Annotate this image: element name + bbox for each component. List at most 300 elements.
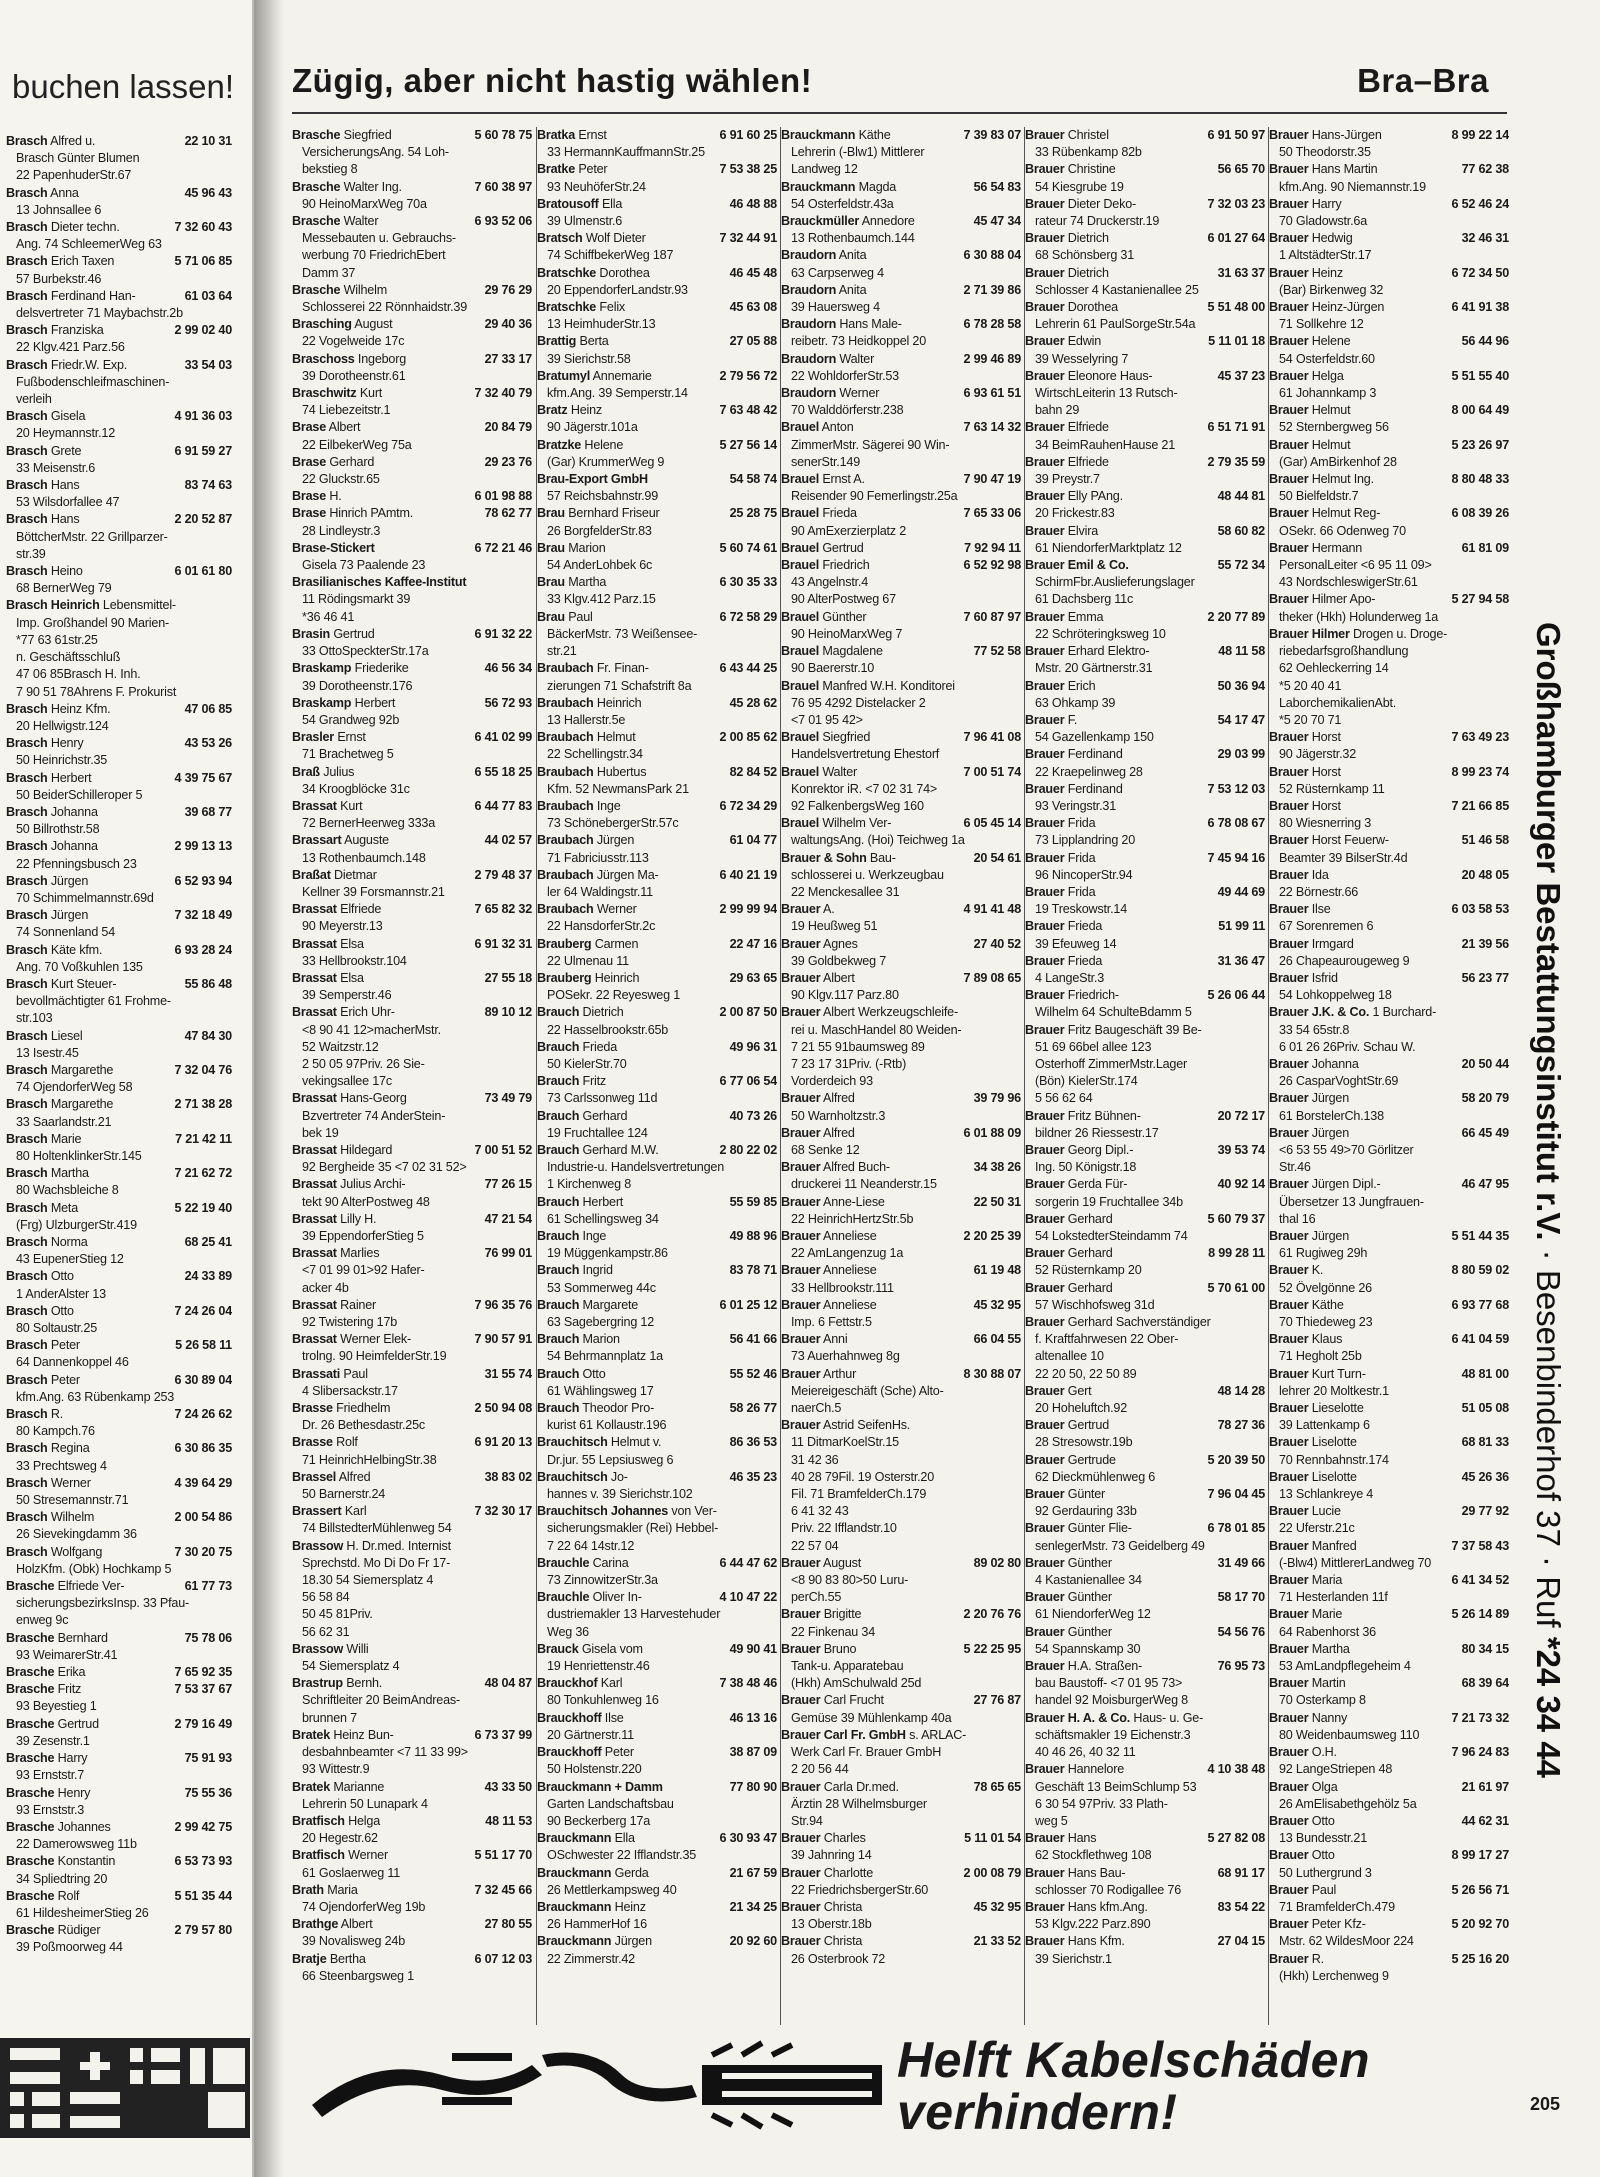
entry-details: Gertrud — [1067, 1418, 1110, 1433]
entry-name: Brauer — [1025, 489, 1065, 504]
phone-number: 6 53 73 93 — [174, 1854, 232, 1869]
entry-continuation — [781, 1847, 1021, 1864]
entry-continuation — [1269, 1073, 1509, 1090]
directory-entry — [6, 1681, 232, 1698]
entry-details: 13 Oberstr.18b — [791, 1917, 872, 1932]
entry-details: Wolfgang — [50, 1544, 103, 1559]
phone-number: 21 33 52 — [973, 1934, 1021, 1949]
entry-continuation — [1269, 1555, 1509, 1572]
entry-name: Braudorn — [781, 282, 837, 297]
directory-entry — [1269, 230, 1509, 247]
phone-number: 56 44 96 — [1461, 334, 1509, 349]
entry-continuation — [1025, 1366, 1265, 1383]
entry-name: Brasch — [6, 1269, 48, 1284]
entry-continuation — [292, 1417, 532, 1434]
entry-details: Lieselotte — [1311, 1401, 1364, 1416]
directory-entry — [6, 477, 232, 494]
page-title: Zügig, aber nicht hastig wählen! — [292, 62, 813, 99]
entry-continuation — [1269, 1486, 1509, 1503]
directory-entry — [1269, 901, 1509, 918]
phone-number: 8 99 23 74 — [1451, 764, 1509, 779]
entry-continuation — [781, 1882, 1021, 1899]
entry-name: Braudorn — [781, 248, 837, 263]
entry-continuation — [6, 993, 232, 1010]
entry-name: Brassati — [292, 1366, 341, 1381]
phone-number: 6 73 37 99 — [474, 1727, 532, 1742]
entry-details: 19 Müggenkampstr.86 — [547, 1246, 668, 1261]
phone-number: 6 30 93 47 — [719, 1831, 777, 1846]
entry-details: 92 Gerdauring 33b — [1035, 1504, 1137, 1519]
entry-continuation — [1025, 695, 1265, 712]
entry-details: (Bön) KielerStr.174 — [1035, 1074, 1138, 1089]
entry-details: Anne-Liese — [823, 1194, 885, 1209]
entry-continuation — [292, 265, 532, 282]
directory-entry — [6, 1544, 232, 1561]
entry-continuation — [537, 987, 777, 1004]
entry-name: Brauer — [1269, 764, 1309, 779]
entry-continuation — [292, 1383, 532, 1400]
entry-continuation — [1025, 213, 1265, 230]
directory-entry — [537, 1899, 777, 1916]
entry-details: 90 Meyerstr.13 — [302, 919, 383, 934]
entry-details: Oliver In- — [592, 1590, 642, 1605]
entry-details: Hans Kfm. — [1067, 1934, 1125, 1949]
entry-continuation — [1025, 660, 1265, 677]
directory-entry — [1269, 161, 1509, 178]
entry-details: Helmut v. — [610, 1435, 662, 1450]
phone-number: 20 72 17 — [1217, 1108, 1265, 1123]
entry-details: Peter — [578, 162, 608, 177]
entry-name: Braßat — [292, 867, 331, 882]
entry-details: 22 Menckesallee 31 — [791, 884, 900, 899]
entry-name: Brasch — [6, 1544, 48, 1559]
entry-continuation — [537, 557, 777, 574]
entry-details: 11 DitmarKoelStr.15 — [791, 1435, 899, 1450]
entry-details: 22 Damerowsweg 11b — [16, 1837, 137, 1852]
entry-details: Alfred — [338, 1469, 371, 1484]
directory-entry — [1025, 712, 1265, 729]
entry-name: Brasch — [6, 1166, 48, 1181]
phone-number: 38 87 09 — [729, 1745, 777, 1760]
entry-details: 33 Prechtsweg 4 — [16, 1458, 107, 1473]
entry-continuation — [292, 1968, 532, 1985]
directory-entry — [1269, 1675, 1509, 1692]
entry-details: Frieda — [1067, 953, 1103, 968]
entry-continuation — [292, 557, 532, 574]
entry-continuation — [781, 196, 1021, 213]
entry-continuation — [1025, 471, 1265, 488]
entry-details: 70 Osterkamp 8 — [1279, 1693, 1366, 1708]
listing-column-5 — [1268, 127, 1509, 2025]
entry-name: Brassat — [292, 902, 337, 917]
directory-entry — [292, 1469, 532, 1486]
directory-entry — [292, 1779, 532, 1796]
entry-details: 13 Bundesstr.21 — [1279, 1831, 1368, 1846]
entry-continuation — [292, 1108, 532, 1125]
phone-number: 4 10 38 48 — [1207, 1762, 1265, 1777]
entry-name: Brasch — [6, 873, 48, 888]
phone-number: 54 56 76 — [1217, 1624, 1265, 1639]
directory-entry — [292, 1847, 532, 1864]
entry-continuation — [781, 1710, 1021, 1727]
entry-details: Christel — [1067, 128, 1109, 142]
directory-entry — [781, 1933, 1021, 1950]
phone-number: 58 20 79 — [1461, 1091, 1509, 1106]
entry-details: Ernst — [337, 730, 366, 745]
entry-details: Margarete — [582, 1297, 639, 1312]
entry-continuation — [6, 1526, 232, 1543]
directory-entry — [6, 838, 232, 855]
entry-name: Brauer — [781, 1934, 821, 1949]
entry-continuation — [292, 1486, 532, 1503]
entry-details: 70 Gladowstr.6a — [1279, 214, 1368, 229]
directory-entry — [1025, 557, 1265, 574]
entry-name: Brauer — [1025, 196, 1065, 211]
directory-entry — [292, 574, 532, 591]
directory-entry — [6, 701, 232, 718]
entry-details: WirtschLeiterin 13 Rutsch- — [1035, 386, 1178, 401]
phone-number: 6 72 34 50 — [1451, 265, 1509, 280]
entry-continuation — [781, 1176, 1021, 1193]
entry-name: Brauel — [781, 678, 819, 693]
phone-number: 5 51 35 44 — [174, 1888, 232, 1903]
entry-continuation — [781, 1658, 1021, 1675]
directory-entry — [537, 1641, 777, 1658]
entry-details: Walter — [343, 214, 379, 229]
entry-continuation — [1025, 1796, 1265, 1813]
phone-number: 5 20 92 70 — [1451, 1917, 1509, 1932]
phone-number: 7 63 14 32 — [963, 420, 1021, 435]
entry-details: Paul — [1311, 1882, 1337, 1897]
entry-continuation — [1269, 247, 1509, 264]
entry-details: Julius — [323, 764, 355, 779]
entry-name: Brauer — [781, 1779, 821, 1794]
entry-continuation — [537, 1572, 777, 1589]
directory-entry — [1025, 1761, 1265, 1778]
left-page-header: buchen lassen! — [12, 68, 234, 105]
phone-number: 7 00 51 52 — [474, 1142, 532, 1157]
entry-details: Jürgen Dipl.- — [1311, 1177, 1381, 1192]
entry-continuation — [292, 678, 532, 695]
entry-details: Ida — [1311, 867, 1329, 882]
entry-name: Brauel — [781, 764, 819, 779]
directory-entry — [1025, 884, 1265, 901]
directory-entry — [1269, 1606, 1509, 1623]
entry-details: 80 Kampch.76 — [16, 1424, 95, 1439]
directory-entry — [1025, 1520, 1265, 1537]
entry-name: Brasch — [6, 220, 48, 235]
entry-continuation — [292, 643, 532, 660]
directory-entry — [1269, 368, 1509, 385]
entry-continuation — [1025, 1606, 1265, 1623]
entry-details: 26 CasparVoghtStr.69 — [1279, 1074, 1399, 1089]
entry-continuation — [537, 1125, 777, 1142]
entry-details: riebedarfsgroßhandlung — [1279, 644, 1409, 659]
directory-entry — [781, 729, 1021, 746]
phone-number: *5 20 70 71 — [1279, 712, 1342, 727]
directory-entry — [781, 385, 1021, 402]
entry-details: Frieda — [822, 506, 857, 521]
phone-number: 7 24 26 04 — [174, 1303, 232, 1318]
directory-entry — [781, 540, 1021, 557]
entry-continuation — [537, 1159, 777, 1176]
entry-name: Brasse — [292, 1401, 333, 1416]
phone-number: 76 95 42 — [791, 695, 839, 710]
directory-entry — [292, 213, 532, 230]
entry-continuation — [6, 1286, 232, 1303]
phone-number: 5 26 14 89 — [1451, 1607, 1509, 1622]
directory-entry — [1269, 1090, 1509, 1107]
entry-details: Harry — [57, 1751, 88, 1766]
entry-continuation — [6, 150, 232, 167]
entry-continuation — [781, 626, 1021, 643]
entry-details: Käthe — [1311, 1297, 1344, 1312]
entry-continuation — [1269, 1658, 1509, 1675]
entry-details: H.A. Straßen- — [1067, 1659, 1143, 1674]
phone-number: 5 11 01 54 — [964, 1831, 1021, 1846]
entry-name: Brath — [292, 1882, 324, 1897]
entry-name: Brauer — [1269, 506, 1309, 521]
phone-number: 40 28 79 — [791, 1469, 839, 1484]
entry-details: Werner — [839, 386, 880, 401]
entry-name: Brauer — [1269, 1813, 1309, 1828]
directory-entry — [6, 907, 232, 924]
entry-details: 40 46 26, 40 32 11 — [1035, 1745, 1136, 1760]
directory-entry — [781, 419, 1021, 436]
entry-details: Hans Male- — [839, 317, 902, 332]
entry-continuation — [1025, 1039, 1265, 1056]
phone-number: 68 81 33 — [1461, 1435, 1509, 1450]
entry-details: 26 Chapeaurougeweg 9 — [1279, 953, 1410, 968]
entry-name: Brauch — [537, 1005, 580, 1020]
entry-details: Martha — [568, 575, 607, 590]
entry-details: Gerhard — [1067, 1246, 1113, 1261]
entry-continuation — [537, 1280, 777, 1297]
entry-details: 54 Kiesgrube 19 — [1035, 179, 1124, 194]
entry-details: 26 Osterbrook 72 — [791, 1951, 886, 1966]
entry-name: Brasch — [6, 1441, 48, 1456]
entry-continuation — [292, 1073, 532, 1090]
phone-number: <6 53 55 49> — [1279, 1142, 1351, 1157]
entry-name: Brasch — [6, 804, 48, 819]
directory-entry — [537, 1503, 777, 1520]
phone-number: 6 72 34 29 — [719, 798, 777, 813]
entry-continuation — [781, 1761, 1021, 1778]
entry-name: Brauer — [1269, 162, 1309, 177]
entry-continuation — [537, 1056, 777, 1073]
phone-number: 5 60 79 37 — [1207, 1211, 1265, 1226]
entry-continuation — [781, 1951, 1021, 1968]
entry-details: weg 5 — [1035, 1813, 1068, 1828]
entry-details: Sprechstd. Mo Di Do Fr 17- — [302, 1555, 451, 1570]
entry-details: 90 HeinoMarxWeg 70a — [302, 196, 427, 211]
entry-continuation — [6, 1354, 232, 1371]
entry-continuation — [781, 867, 1021, 884]
directory-entry — [537, 901, 777, 918]
entry-continuation — [1269, 1520, 1509, 1537]
entry-details: 61 NiendorferMarktplatz 12 — [1035, 540, 1182, 555]
entry-continuation — [537, 523, 777, 540]
entry-details: 33 Rübenkamp 82b — [1035, 145, 1142, 160]
entry-details: zierungen 71 Schafstrift 8a — [547, 678, 692, 693]
entry-name: Brauer — [1269, 1401, 1309, 1416]
entry-details: 4 Kastanienallee 34 — [1035, 1573, 1142, 1588]
entry-name: Brauer — [1025, 781, 1065, 796]
phone-number: 78 62 77 — [484, 506, 532, 521]
entry-name: Brauer — [1269, 1091, 1309, 1106]
directory-entry — [292, 1297, 532, 1314]
directory-entry — [6, 1131, 232, 1148]
entry-details: Gerhard M.W. — [582, 1142, 659, 1157]
directory-entry — [292, 1004, 532, 1021]
entry-details: BäckerMstr. 73 Weißensee- — [547, 626, 698, 641]
entry-details: 90 Beckerberg 17a — [547, 1813, 651, 1828]
entry-continuation — [292, 918, 532, 935]
entry-name: Brauel — [781, 644, 819, 659]
entry-continuation — [537, 419, 777, 436]
entry-details: 80 Wachsbleiche 8 — [16, 1183, 119, 1198]
entry-details: Charles — [823, 1831, 866, 1846]
entry-continuation — [1269, 1727, 1509, 1744]
phone-number: 86 36 53 — [729, 1435, 777, 1450]
entry-name: Brauck — [537, 1641, 579, 1656]
directory-entry — [781, 1555, 1021, 1572]
entry-continuation — [292, 1056, 532, 1073]
phone-number: 5 60 78 75 — [474, 128, 532, 142]
phone-number: 5 27 56 14 — [719, 437, 777, 452]
entry-details: Dorothea — [599, 265, 650, 280]
listing-column-1 — [292, 127, 532, 2025]
directory-entry — [292, 505, 532, 522]
entry-name: Brasch — [6, 1372, 48, 1387]
entry-details: dustriemakler 13 Harvestehuder — [547, 1607, 721, 1622]
entry-name: Brasch — [6, 564, 48, 579]
entry-continuation — [1269, 1830, 1509, 1847]
phone-number: 7 32 40 79 — [474, 386, 532, 401]
entry-name: Brauchitsch — [537, 1435, 608, 1450]
entry-continuation — [781, 660, 1021, 677]
entry-details: 71 Hegholt 25b — [1279, 1349, 1362, 1364]
entry-continuation — [537, 213, 777, 230]
entry-details: Dietrich — [582, 1005, 624, 1020]
entry-name: Brauel — [781, 730, 819, 745]
entry-continuation — [1269, 488, 1509, 505]
directory-entry — [1025, 1658, 1265, 1675]
entry-details: Kellner 39 Forsmannstr.21 — [302, 884, 445, 899]
entry-details: 73 Carlssonweg 11d — [547, 1091, 658, 1106]
phone-number: 56 65 70 — [1217, 162, 1265, 177]
directory-entry — [292, 1090, 532, 1107]
directory-entry — [1269, 402, 1509, 419]
entry-continuation — [537, 1951, 777, 1968]
entry-details: lehrer 20 Moltkestr.1 — [1279, 1383, 1389, 1398]
entry-details: Gertrud — [57, 1716, 99, 1731]
entry-details: 39 Semperstr.46 — [302, 988, 392, 1003]
phone-number: 8 99 28 11 — [1208, 1246, 1265, 1261]
directory-entry — [537, 265, 777, 282]
directory-entry — [1269, 1538, 1509, 1555]
directory-entry — [292, 901, 532, 918]
entry-continuation — [1025, 1073, 1265, 1090]
entry-name: Brauer — [781, 1125, 821, 1140]
entry-details: 22 AmLangenzug 1a — [791, 1246, 904, 1261]
phone-number: 6 52 92 98 — [963, 558, 1021, 573]
entry-details: 93 Beyestieg 1 — [16, 1699, 97, 1714]
directory-entry — [6, 185, 232, 202]
entry-details: 50 Billrothstr.58 — [16, 822, 100, 837]
directory-entry — [781, 316, 1021, 333]
phone-number: 33 54 03 — [184, 357, 232, 372]
entry-name: Brauer — [1025, 1108, 1065, 1123]
entry-details: Johannes — [57, 1819, 111, 1834]
directory-entry — [781, 609, 1021, 626]
entry-details: Carina — [592, 1555, 629, 1570]
entry-details: Ingrid — [582, 1263, 613, 1278]
directory-entry — [1025, 746, 1265, 763]
entry-continuation — [1025, 798, 1265, 815]
entry-details: Meta — [50, 1200, 79, 1215]
entry-details: Meiereigeschäft (Sche) Alto- — [791, 1383, 944, 1398]
entry-name: Brauer J.K. & Co. — [1269, 1005, 1370, 1020]
entry-continuation — [781, 144, 1021, 161]
entry-continuation — [292, 1039, 532, 1056]
directory-entry — [6, 1200, 232, 1217]
entry-details: s. ARLAC- — [909, 1727, 967, 1742]
entry-details: 13 Hallerstr.5e — [547, 712, 626, 727]
directory-entry — [1025, 953, 1265, 970]
directory-entry — [537, 1039, 777, 1056]
entry-details: Hans — [50, 512, 80, 527]
entry-details: Manfred W.H. Konditorei — [822, 678, 955, 693]
entry-continuation — [537, 781, 777, 798]
entry-name: Brauer — [1269, 1125, 1309, 1140]
entry-details: 50 Stresemannstr.71 — [16, 1493, 129, 1508]
entry-details: Gerhard Sachverständiger — [1067, 1315, 1211, 1330]
directory-entry — [537, 1744, 777, 1761]
entry-details: 93 Veringstr.31 — [1035, 798, 1117, 813]
entry-continuation — [1269, 660, 1509, 677]
entry-details: 33 Meisenstr.6 — [16, 460, 96, 475]
side-ad-phone: *24 34 44 — [1530, 1636, 1568, 1779]
entry-details: Priv. — [349, 1607, 373, 1622]
phone-number: 45 32 95 — [973, 1899, 1021, 1914]
entry-continuation — [1269, 1108, 1509, 1125]
entry-continuation — [6, 1114, 232, 1131]
bottom-advertisement — [292, 2030, 1507, 2140]
entry-details: Imp. 6 Fettstr.5 — [791, 1315, 872, 1330]
entry-continuation — [781, 265, 1021, 282]
phone-number: 34 38 26 — [973, 1160, 1021, 1175]
entry-details: Walter — [839, 351, 875, 366]
directory-entry — [537, 1108, 777, 1125]
phone-number: 20 54 61 — [973, 850, 1021, 865]
entry-continuation — [1269, 179, 1509, 196]
phone-number: 76 99 01 — [484, 1246, 532, 1261]
entry-details: Erich Uhr- — [340, 1005, 395, 1020]
entry-continuation — [292, 850, 532, 867]
entry-name: Brauer — [1025, 1624, 1065, 1639]
entry-name: Bratek — [292, 1727, 331, 1742]
entry-name: Brauer — [1269, 1538, 1309, 1553]
entry-details: Nanny — [1311, 1710, 1348, 1725]
entry-name: Braskamp — [292, 661, 352, 676]
phone-number: 5 26 56 71 — [1451, 1882, 1509, 1897]
entry-continuation — [781, 454, 1021, 471]
entry-name: Brasch — [6, 1235, 48, 1249]
directory-entry — [781, 1417, 1021, 1434]
entry-details: 39 Wesselyring 7 — [1035, 351, 1129, 366]
entry-details: str.103 — [16, 1011, 53, 1026]
